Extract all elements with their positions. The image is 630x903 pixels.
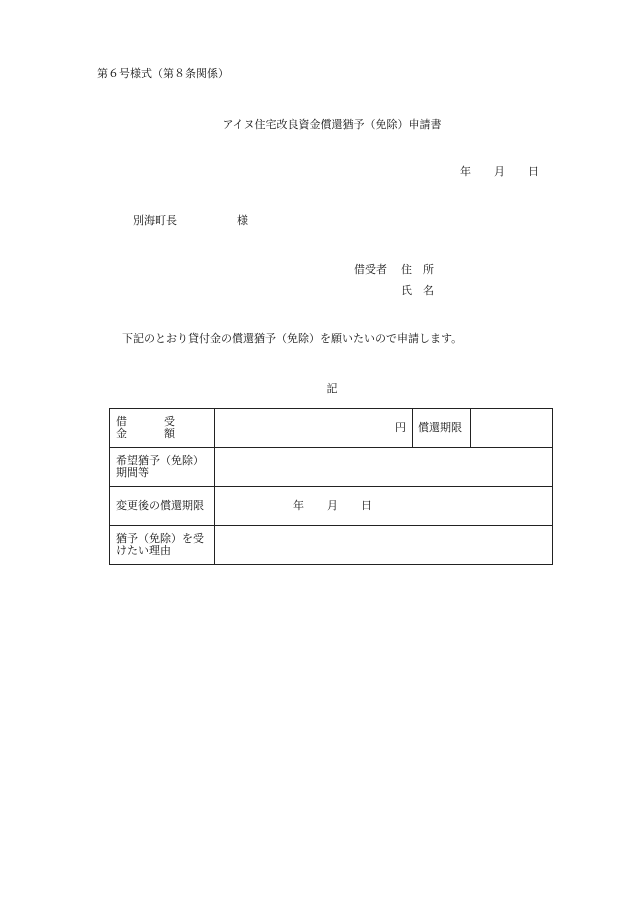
repayment-deadline-field[interactable] bbox=[471, 409, 553, 448]
date-month-label: 月 bbox=[494, 165, 505, 178]
detail-table bbox=[109, 408, 553, 565]
desired-period-label: 希望猶予（免除）期間等 bbox=[110, 448, 215, 487]
form-number: 第６号様式（第８条関係） bbox=[97, 67, 229, 80]
date-year-label: 年 bbox=[460, 165, 471, 178]
reason-label: 猶予（免除）を受けたい理由 bbox=[110, 526, 215, 565]
borrower-label: 借受者 bbox=[354, 263, 387, 276]
loan-amount-field[interactable] bbox=[215, 409, 413, 448]
address-label: 住 所 bbox=[401, 263, 434, 276]
changed-deadline-field[interactable] bbox=[215, 487, 553, 526]
addressee-name: 別海町長 bbox=[133, 214, 177, 227]
addressee-line bbox=[133, 215, 248, 226]
date-line bbox=[460, 166, 539, 177]
table-row bbox=[110, 487, 553, 526]
name-label: 氏 名 bbox=[401, 284, 434, 297]
desired-period-field[interactable] bbox=[215, 448, 553, 487]
repayment-deadline-label: 償還期限 bbox=[413, 409, 471, 448]
table-row bbox=[110, 526, 553, 565]
request-statement: 下記のとおり貸付金の償還猶予（免除）を願いたいので申請します。 bbox=[122, 332, 463, 345]
changed-deadline-label: 変更後の償還期限 bbox=[110, 487, 215, 526]
yen-unit: 円 bbox=[395, 421, 406, 434]
changed-year-label: 年 bbox=[293, 499, 304, 512]
reason-field[interactable] bbox=[215, 526, 553, 565]
date-day-label: 日 bbox=[528, 165, 539, 178]
table-row bbox=[110, 448, 553, 487]
changed-month-label: 月 bbox=[327, 499, 338, 512]
addressee-honorific: 様 bbox=[237, 214, 248, 227]
ki-heading: 記 bbox=[326, 382, 338, 395]
table-row bbox=[110, 409, 553, 448]
document-title: アイヌ住宅改良資金償還猶予（免除）申請書 bbox=[222, 118, 442, 131]
loan-amount-label: 借 受 金 額 bbox=[110, 409, 215, 448]
changed-day-label: 日 bbox=[361, 499, 372, 512]
